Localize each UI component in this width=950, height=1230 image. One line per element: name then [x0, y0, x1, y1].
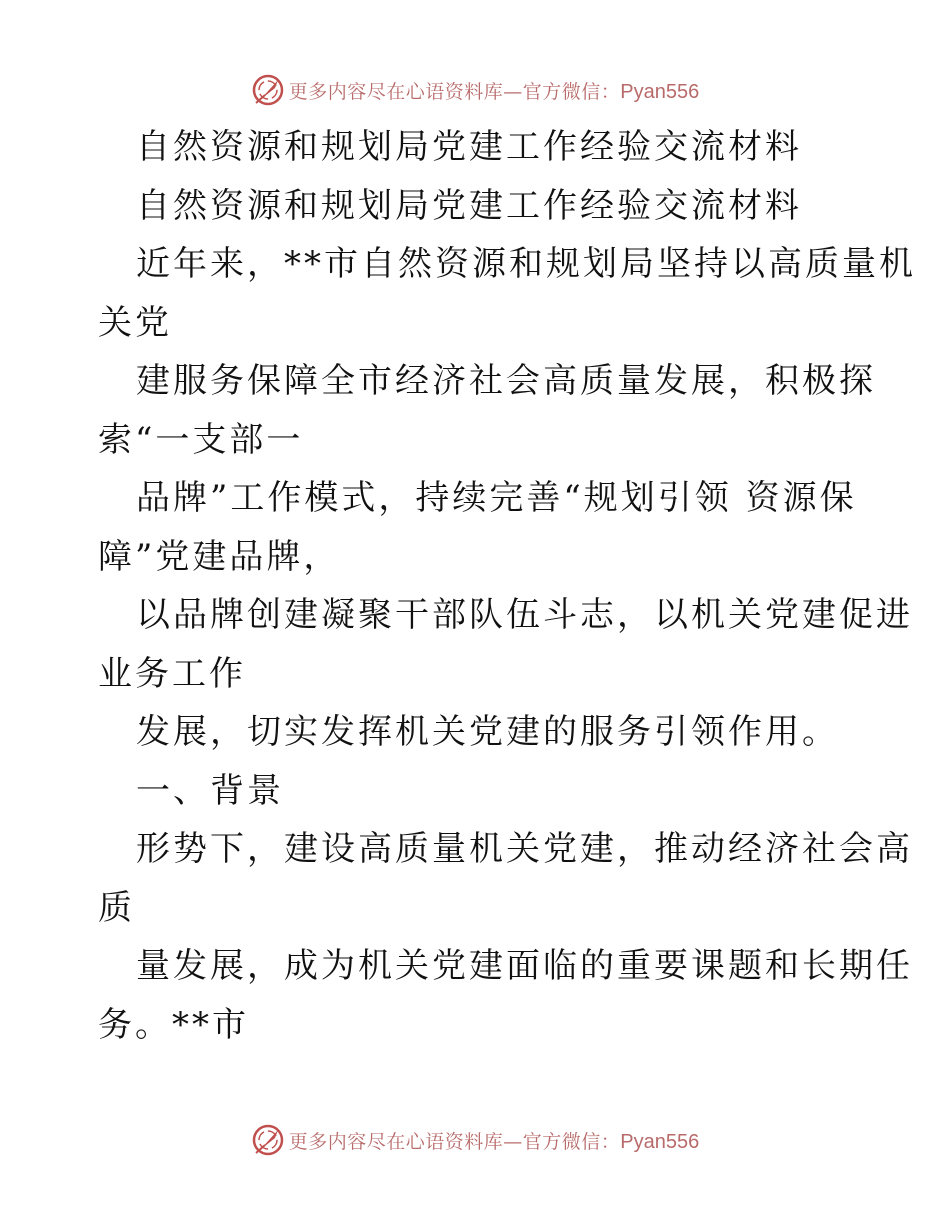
footer-watermark — [0, 1120, 950, 1160]
document-line: 质 — [98, 887, 135, 928]
document-line: 量发展，成为机关党建面临的重要课题和长期任 — [136, 946, 913, 986]
document-line: 障”党建品牌， — [98, 536, 341, 577]
document-line: 形势下，建设高质量机关党建，推动经济社会高 — [136, 829, 913, 869]
watermark-cn: 更多内容尽在心语资料库—官方微信： — [288, 1130, 621, 1153]
document-line: 索“一支部一 — [98, 419, 304, 460]
document-line: 品牌”工作模式，持续完善“规划引领 资源保 — [136, 478, 857, 518]
quill-logo-icon — [251, 73, 285, 107]
document-line: 发展，切实发挥机关党建的服务引领作用。 — [136, 712, 839, 752]
document-line: 以品牌创建凝聚干部队伍斗志，以机关党建促进 — [136, 595, 913, 635]
document-line: 近年来，**市自然资源和规划局坚持以高质量机 — [136, 244, 916, 284]
header-watermark — [0, 70, 950, 110]
quill-logo-icon — [251, 1123, 285, 1157]
document-line: 关党 — [98, 302, 172, 343]
document-body — [98, 118, 916, 1054]
watermark-cn: 更多内容尽在心语资料库—官方微信： — [288, 80, 621, 103]
document-line: 业务工作 — [98, 653, 246, 694]
watermark-text — [289, 1127, 699, 1154]
watermark-wechat-id: Pyan556 — [620, 80, 700, 103]
watermark-text — [289, 77, 699, 104]
watermark-wechat-id: Pyan556 — [620, 1130, 700, 1153]
document-line: 自然资源和规划局党建工作经验交流材料 — [136, 185, 802, 226]
document-line: 建服务保障全市经济社会高质量发展，积极探 — [136, 361, 876, 401]
document-line: 自然资源和规划局党建工作经验交流材料 — [136, 127, 802, 167]
document-line: 一、背景 — [136, 770, 284, 811]
document-line: 务。**市 — [98, 1004, 249, 1045]
